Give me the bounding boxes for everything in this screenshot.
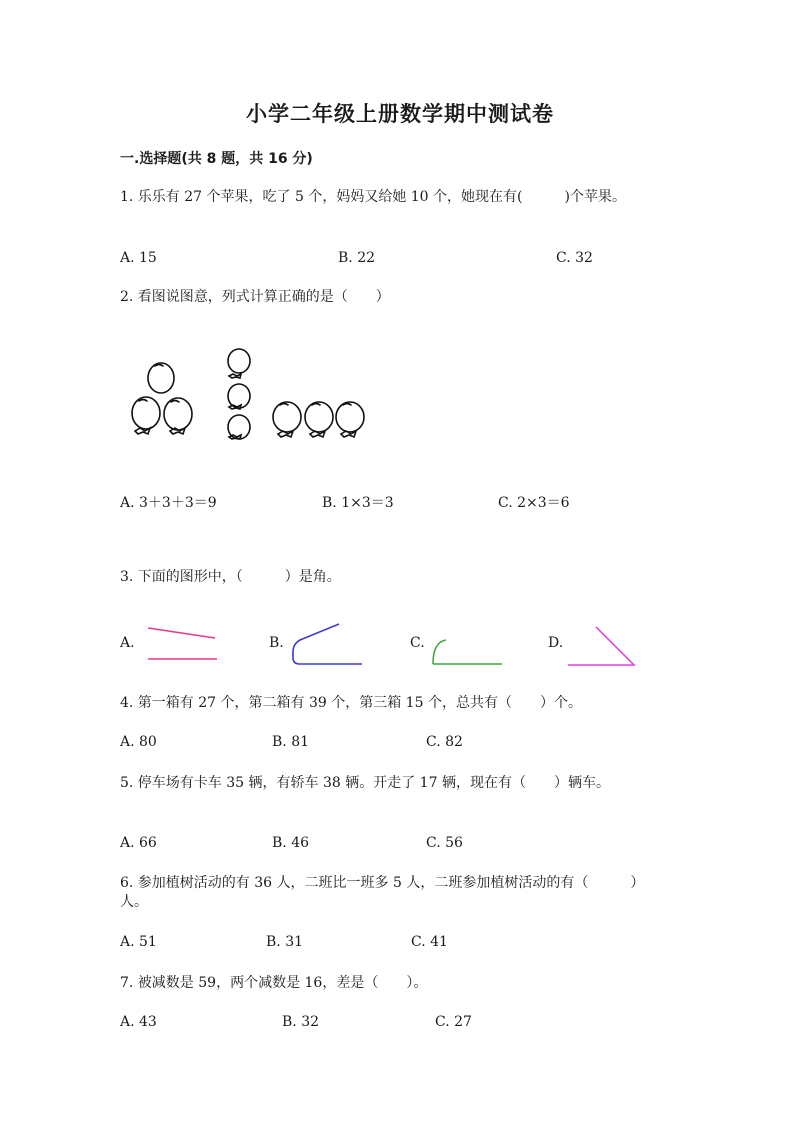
question-1-option-a: A. 15	[120, 250, 157, 266]
question-5-text: 5. 停车场有卡车 35 辆，有轿车 38 辆。开走了 17 辆，现在有（ ）辆车。	[120, 775, 610, 791]
balloon-group-3	[273, 402, 364, 437]
question-6-option-c: C. 41	[411, 934, 448, 950]
question-7-option-a: A. 43	[120, 1014, 157, 1030]
page-title: 小学二年级上册数学期中测试卷	[246, 102, 554, 126]
balloon-group-2	[228, 349, 250, 439]
option-a-lines-figure	[145, 624, 220, 664]
question-1-option-c: C. 32	[556, 250, 593, 266]
question-6-option-a: A. 51	[120, 934, 157, 950]
option-d-angle-figure	[564, 624, 640, 668]
question-3-option-b: B.	[269, 635, 284, 651]
question-7-text: 7. 被减数是 59，两个减数是 16，差是（ ）。	[120, 975, 428, 991]
section-heading: 一.选择题(共 8 题，共 16 分)	[120, 151, 313, 167]
question-3-option-a: A.	[120, 635, 135, 651]
question-5-option-b: B. 46	[272, 835, 310, 851]
question-4-text: 4. 第一箱有 27 个，第二箱有 39 个，第三箱 15 个，总共有（ ）个。	[120, 695, 582, 711]
question-2-option-c: C. 2×3＝6	[498, 495, 570, 511]
question-2-text: 2. 看图说图意，列式计算正确的是（ ）	[120, 289, 390, 305]
question-5-option-a: A. 66	[120, 835, 157, 851]
question-3-option-c: C.	[410, 635, 425, 651]
question-1-option-b: B. 22	[338, 250, 376, 266]
question-4-option-c: C. 82	[426, 734, 463, 750]
question-7-option-c: C. 27	[435, 1014, 472, 1030]
question-5-option-c: C. 56	[426, 835, 463, 851]
question-6-text: 6. 参加植树活动的有 36 人，二班比一班多 5 人，二班参加植树活动的有（ ）人。	[120, 875, 645, 910]
option-b-angle-figure	[288, 620, 366, 668]
balloons-figure	[125, 345, 375, 445]
question-2-option-b: B. 1×3＝3	[322, 495, 394, 511]
question-1-text: 1. 乐乐有 27 个苹果，吃了 5 个，妈妈又给她 10 个，她现在有( )个苹果。	[120, 189, 626, 205]
question-2-option-a: A. 3＋3＋3＝9	[120, 495, 217, 511]
question-4-option-a: A. 80	[120, 734, 157, 750]
question-4-option-b: B. 81	[272, 734, 310, 750]
question-6-option-b: B. 31	[266, 934, 304, 950]
question-3-text: 3. 下面的图形中，（ ）是角。	[120, 569, 341, 585]
option-c-curve-figure	[428, 636, 506, 668]
question-3-option-d: D.	[548, 635, 564, 651]
balloon-group-1	[132, 363, 192, 434]
question-7-option-b: B. 32	[282, 1014, 320, 1030]
